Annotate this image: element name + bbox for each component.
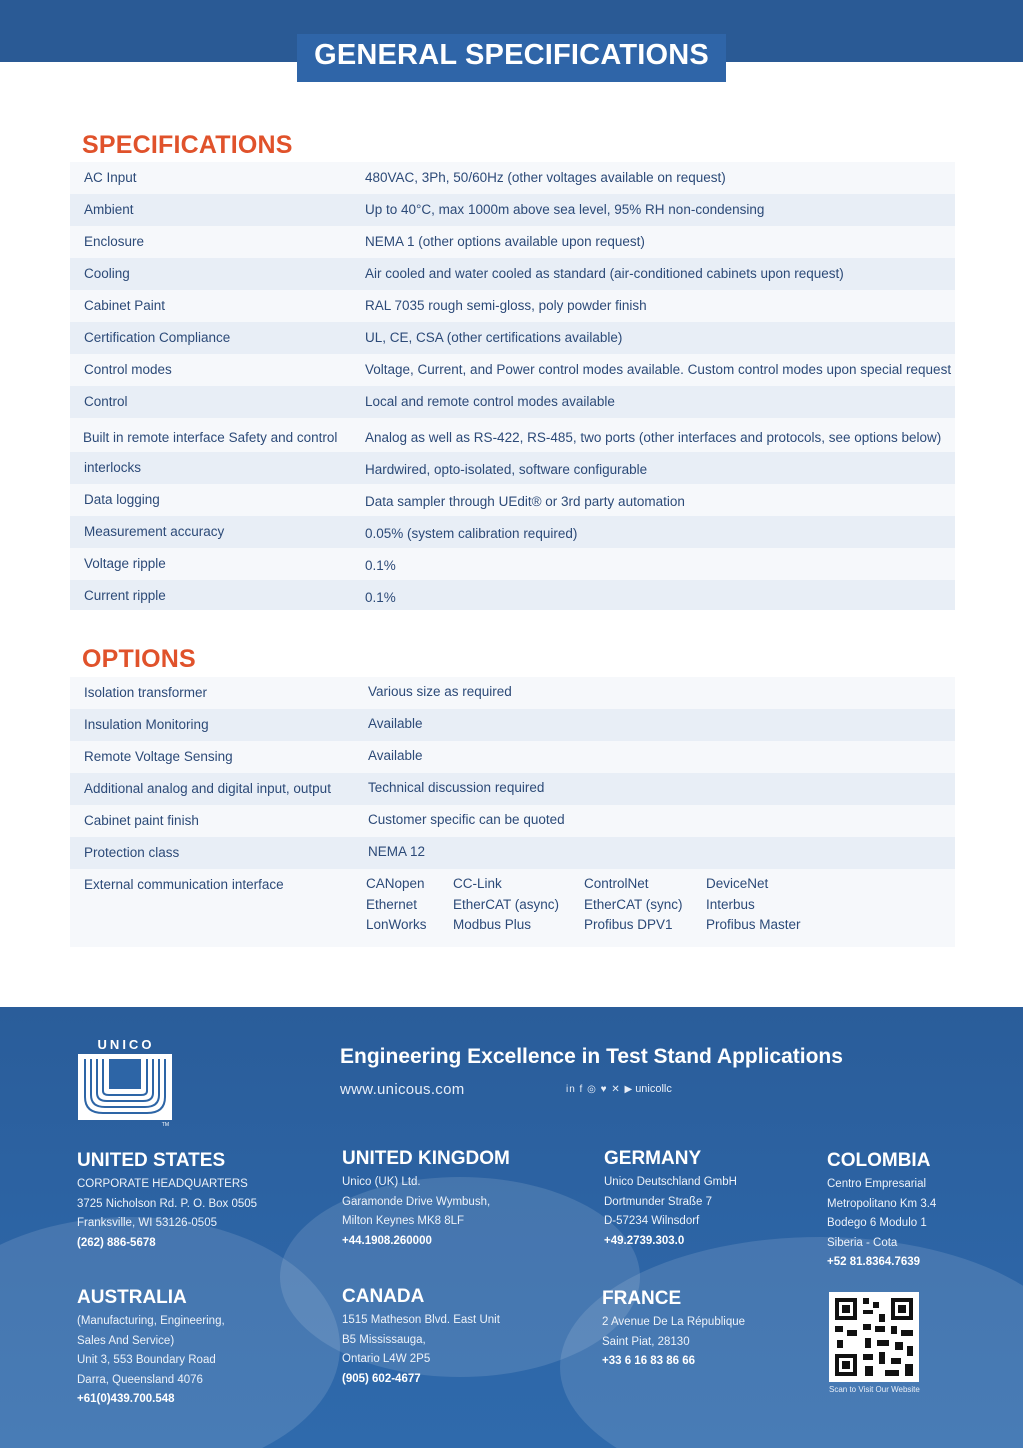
page-title: GENERAL SPECIFICATIONS <box>314 39 709 71</box>
comm-protocol: Profibus Master <box>706 917 801 932</box>
spec-row <box>70 580 955 610</box>
comm-protocol: Interbus <box>706 896 755 912</box>
spec-value: UL, CE, CSA (other certifications available) <box>365 330 623 345</box>
office-germany <box>604 1147 737 1251</box>
title-banner <box>297 34 726 82</box>
qr-code[interactable] <box>829 1292 919 1382</box>
spec-value: Data sampler through UEdit® or 3rd party automation <box>365 494 685 509</box>
social-icons-glyphs[interactable]: in f ◎ ♥ ✕ ▶ <box>566 1084 634 1095</box>
office-address-line: Bodego 6 Modulo 1 <box>827 1217 927 1229</box>
spec-label: Control <box>84 394 128 409</box>
spec-value: Analog as well as RS-422, RS-485, two ports (other interfaces and protocols, see options below) <box>365 430 942 445</box>
spec-label: Ambient <box>84 202 134 217</box>
option-label: Additional analog and digital input, output <box>84 781 331 796</box>
office-united-states <box>77 1149 257 1253</box>
comm-protocol: EtherCAT (async) <box>453 896 560 912</box>
spec-label: interlocks <box>84 460 142 475</box>
spec-row <box>70 386 955 418</box>
spec-label: Cooling <box>84 266 130 281</box>
social-icons[interactable] <box>566 1083 672 1095</box>
office-name: COLOMBIA <box>827 1150 931 1171</box>
spec-label: Certification Compliance <box>84 330 231 345</box>
office-australia <box>77 1286 225 1410</box>
option-value: NEMA 12 <box>368 844 426 859</box>
spec-label: Current ripple <box>84 588 166 603</box>
option-label: Insulation Monitoring <box>84 717 209 732</box>
office-address-line: Franksville, WI 53126-0505 <box>77 1217 217 1229</box>
option-row <box>70 677 955 709</box>
option-label: Isolation transformer <box>84 685 208 700</box>
footer <box>0 1007 1023 1448</box>
spec-row <box>70 290 955 322</box>
office-address-line: Unico Deutschland GmbH <box>604 1176 737 1188</box>
option-value: Available <box>368 716 423 731</box>
office-name: UNITED STATES <box>77 1150 226 1171</box>
qr-caption: Scan to Visit Our Website <box>829 1385 920 1394</box>
office-colombia <box>827 1149 936 1273</box>
spec-value: 0.1% <box>365 558 396 573</box>
option-row <box>70 805 955 837</box>
office-address-line: B5 Mississauga, <box>342 1333 426 1346</box>
logo-tm: TM <box>161 1122 169 1127</box>
office-name: CANADA <box>342 1286 425 1307</box>
spec-value: Up to 40°C, max 1000m above sea level, 95% RH non-condensing <box>365 202 765 217</box>
office-address-line: 3725 Nicholson Rd. P. O. Box 0505 <box>77 1197 258 1210</box>
office-phone[interactable]: (262) 886-5678 <box>77 1236 156 1249</box>
office-address-line: CORPORATE HEADQUARTERS <box>77 1178 248 1190</box>
spec-label: Built in remote interface Safety and control <box>83 430 338 445</box>
office-name: UNITED KINGDOM <box>342 1148 510 1169</box>
website-link[interactable]: www.unicous.com <box>340 1081 465 1098</box>
office-address-line: Unit 3, 553 Boundary Road <box>77 1354 216 1366</box>
spec-row <box>70 516 955 548</box>
spec-value: NEMA 1 (other options available upon request) <box>365 234 645 249</box>
spec-row <box>70 484 955 516</box>
office-address-line: D-57234 Wilnsdorf <box>604 1215 700 1227</box>
comm-protocol: Ethernet <box>366 896 418 912</box>
spec-row <box>70 162 955 194</box>
office-address-line: Ontario L4W 2P5 <box>342 1353 431 1365</box>
option-value: Technical discussion required <box>368 780 545 795</box>
spec-value: Voltage, Current, and Power control modes available. Custom control modes upon special request <box>365 362 952 377</box>
office-address-line: Metropolitano Km 3.4 <box>827 1197 937 1210</box>
spec-row <box>70 258 955 290</box>
office-france <box>602 1287 745 1372</box>
comm-protocol: Profibus DPV1 <box>584 917 673 932</box>
social-handle[interactable]: unicollc <box>635 1083 672 1095</box>
spec-label: Cabinet Paint <box>84 298 166 313</box>
option-row <box>70 773 955 805</box>
specifications-heading: SPECIFICATIONS <box>82 131 293 159</box>
office-address-line: Dortmunder Straße 7 <box>604 1195 713 1208</box>
unico-logo <box>77 1037 175 1127</box>
option-row-communication <box>70 869 955 947</box>
spec-row <box>70 548 955 580</box>
spec-label: AC Input <box>84 170 137 185</box>
office-address-line: Unico (UK) Ltd. <box>342 1176 421 1188</box>
spec-value: Local and remote control modes available <box>365 394 615 409</box>
office-phone[interactable]: +49.2739.303.0 <box>604 1234 685 1247</box>
option-value: Available <box>368 748 423 763</box>
comm-protocol: Modbus Plus <box>453 917 532 932</box>
office-address-line: Centro Empresarial <box>827 1178 927 1190</box>
comm-protocol: CC-Link <box>453 876 502 891</box>
spec-row <box>70 226 955 258</box>
option-row <box>70 837 955 869</box>
office-address-line: 1515 Matheson Blvd. East Unit <box>342 1314 500 1326</box>
option-label: Remote Voltage Sensing <box>84 749 233 764</box>
comm-protocol: EtherCAT (sync) <box>584 896 683 912</box>
logo-text: UNICO <box>97 1037 155 1052</box>
office-name: AUSTRALIA <box>77 1287 187 1308</box>
office-phone[interactable]: (905) 602-4677 <box>342 1372 421 1385</box>
office-address-line: Sales And Service) <box>77 1334 175 1347</box>
office-phone[interactable]: +52 81.8364.7639 <box>827 1256 921 1268</box>
office-address-line: (Manufacturing, Engineering, <box>77 1315 225 1327</box>
spec-label: Enclosure <box>84 234 145 249</box>
spec-value: 0.1% <box>365 590 396 605</box>
office-address-line: Milton Keynes MK8 8LF <box>342 1215 465 1227</box>
office-address-line: Garamonde Drive Wymbush, <box>342 1195 491 1208</box>
office-phone[interactable]: +61(0)439.700.548 <box>77 1393 175 1405</box>
spec-value: 480VAC, 3Ph, 50/60Hz (other voltages available on request) <box>365 170 726 185</box>
spec-row <box>70 194 955 226</box>
comm-protocol: DeviceNet <box>706 876 769 891</box>
spec-value: RAL 7035 rough semi-gloss, poly powder finish <box>365 298 647 313</box>
tagline: Engineering Excellence in Test Stand Applications <box>340 1045 843 1068</box>
options-heading: OPTIONS <box>82 645 196 673</box>
comm-protocol: ControlNet <box>584 876 649 891</box>
office-name: FRANCE <box>602 1288 682 1309</box>
office-united-kingdom <box>342 1147 510 1251</box>
option-label: Cabinet paint finish <box>84 813 199 828</box>
office-canada <box>342 1285 500 1389</box>
office-address-line: Saint Piat, 28130 <box>602 1335 690 1348</box>
office-phone[interactable]: +33 6 16 83 86 66 <box>602 1355 696 1367</box>
option-row <box>70 741 955 773</box>
option-value: Customer specific can be quoted <box>368 812 565 827</box>
option-row <box>70 709 955 741</box>
office-address-line: Darra, Queensland 4076 <box>77 1373 203 1386</box>
spec-row <box>70 418 955 452</box>
spec-label: Measurement accuracy <box>84 524 225 539</box>
spec-row <box>70 354 955 386</box>
office-address-line: Siberia - Cota <box>827 1236 898 1249</box>
spec-value: 0.05% (system calibration required) <box>365 526 578 541</box>
option-label: External communication interface <box>84 877 284 892</box>
spec-value: Air cooled and water cooled as standard (air-conditioned cabinets upon request) <box>365 266 844 281</box>
spec-row <box>70 452 955 484</box>
spec-label: Voltage ripple <box>84 556 166 571</box>
spec-label: Control modes <box>84 362 172 377</box>
office-address-line: 2 Avenue De La République <box>602 1316 746 1328</box>
spec-label: Data logging <box>84 492 160 507</box>
option-value: Various size as required <box>368 684 512 699</box>
office-name: GERMANY <box>604 1148 702 1169</box>
spec-value: Hardwired, opto-isolated, software configurable <box>365 462 648 477</box>
option-label: Protection class <box>84 845 180 860</box>
comm-protocol: LonWorks <box>366 917 427 932</box>
comm-protocol: CANopen <box>366 876 425 891</box>
spec-row <box>70 322 955 354</box>
office-phone[interactable]: +44.1908.260000 <box>342 1234 432 1247</box>
